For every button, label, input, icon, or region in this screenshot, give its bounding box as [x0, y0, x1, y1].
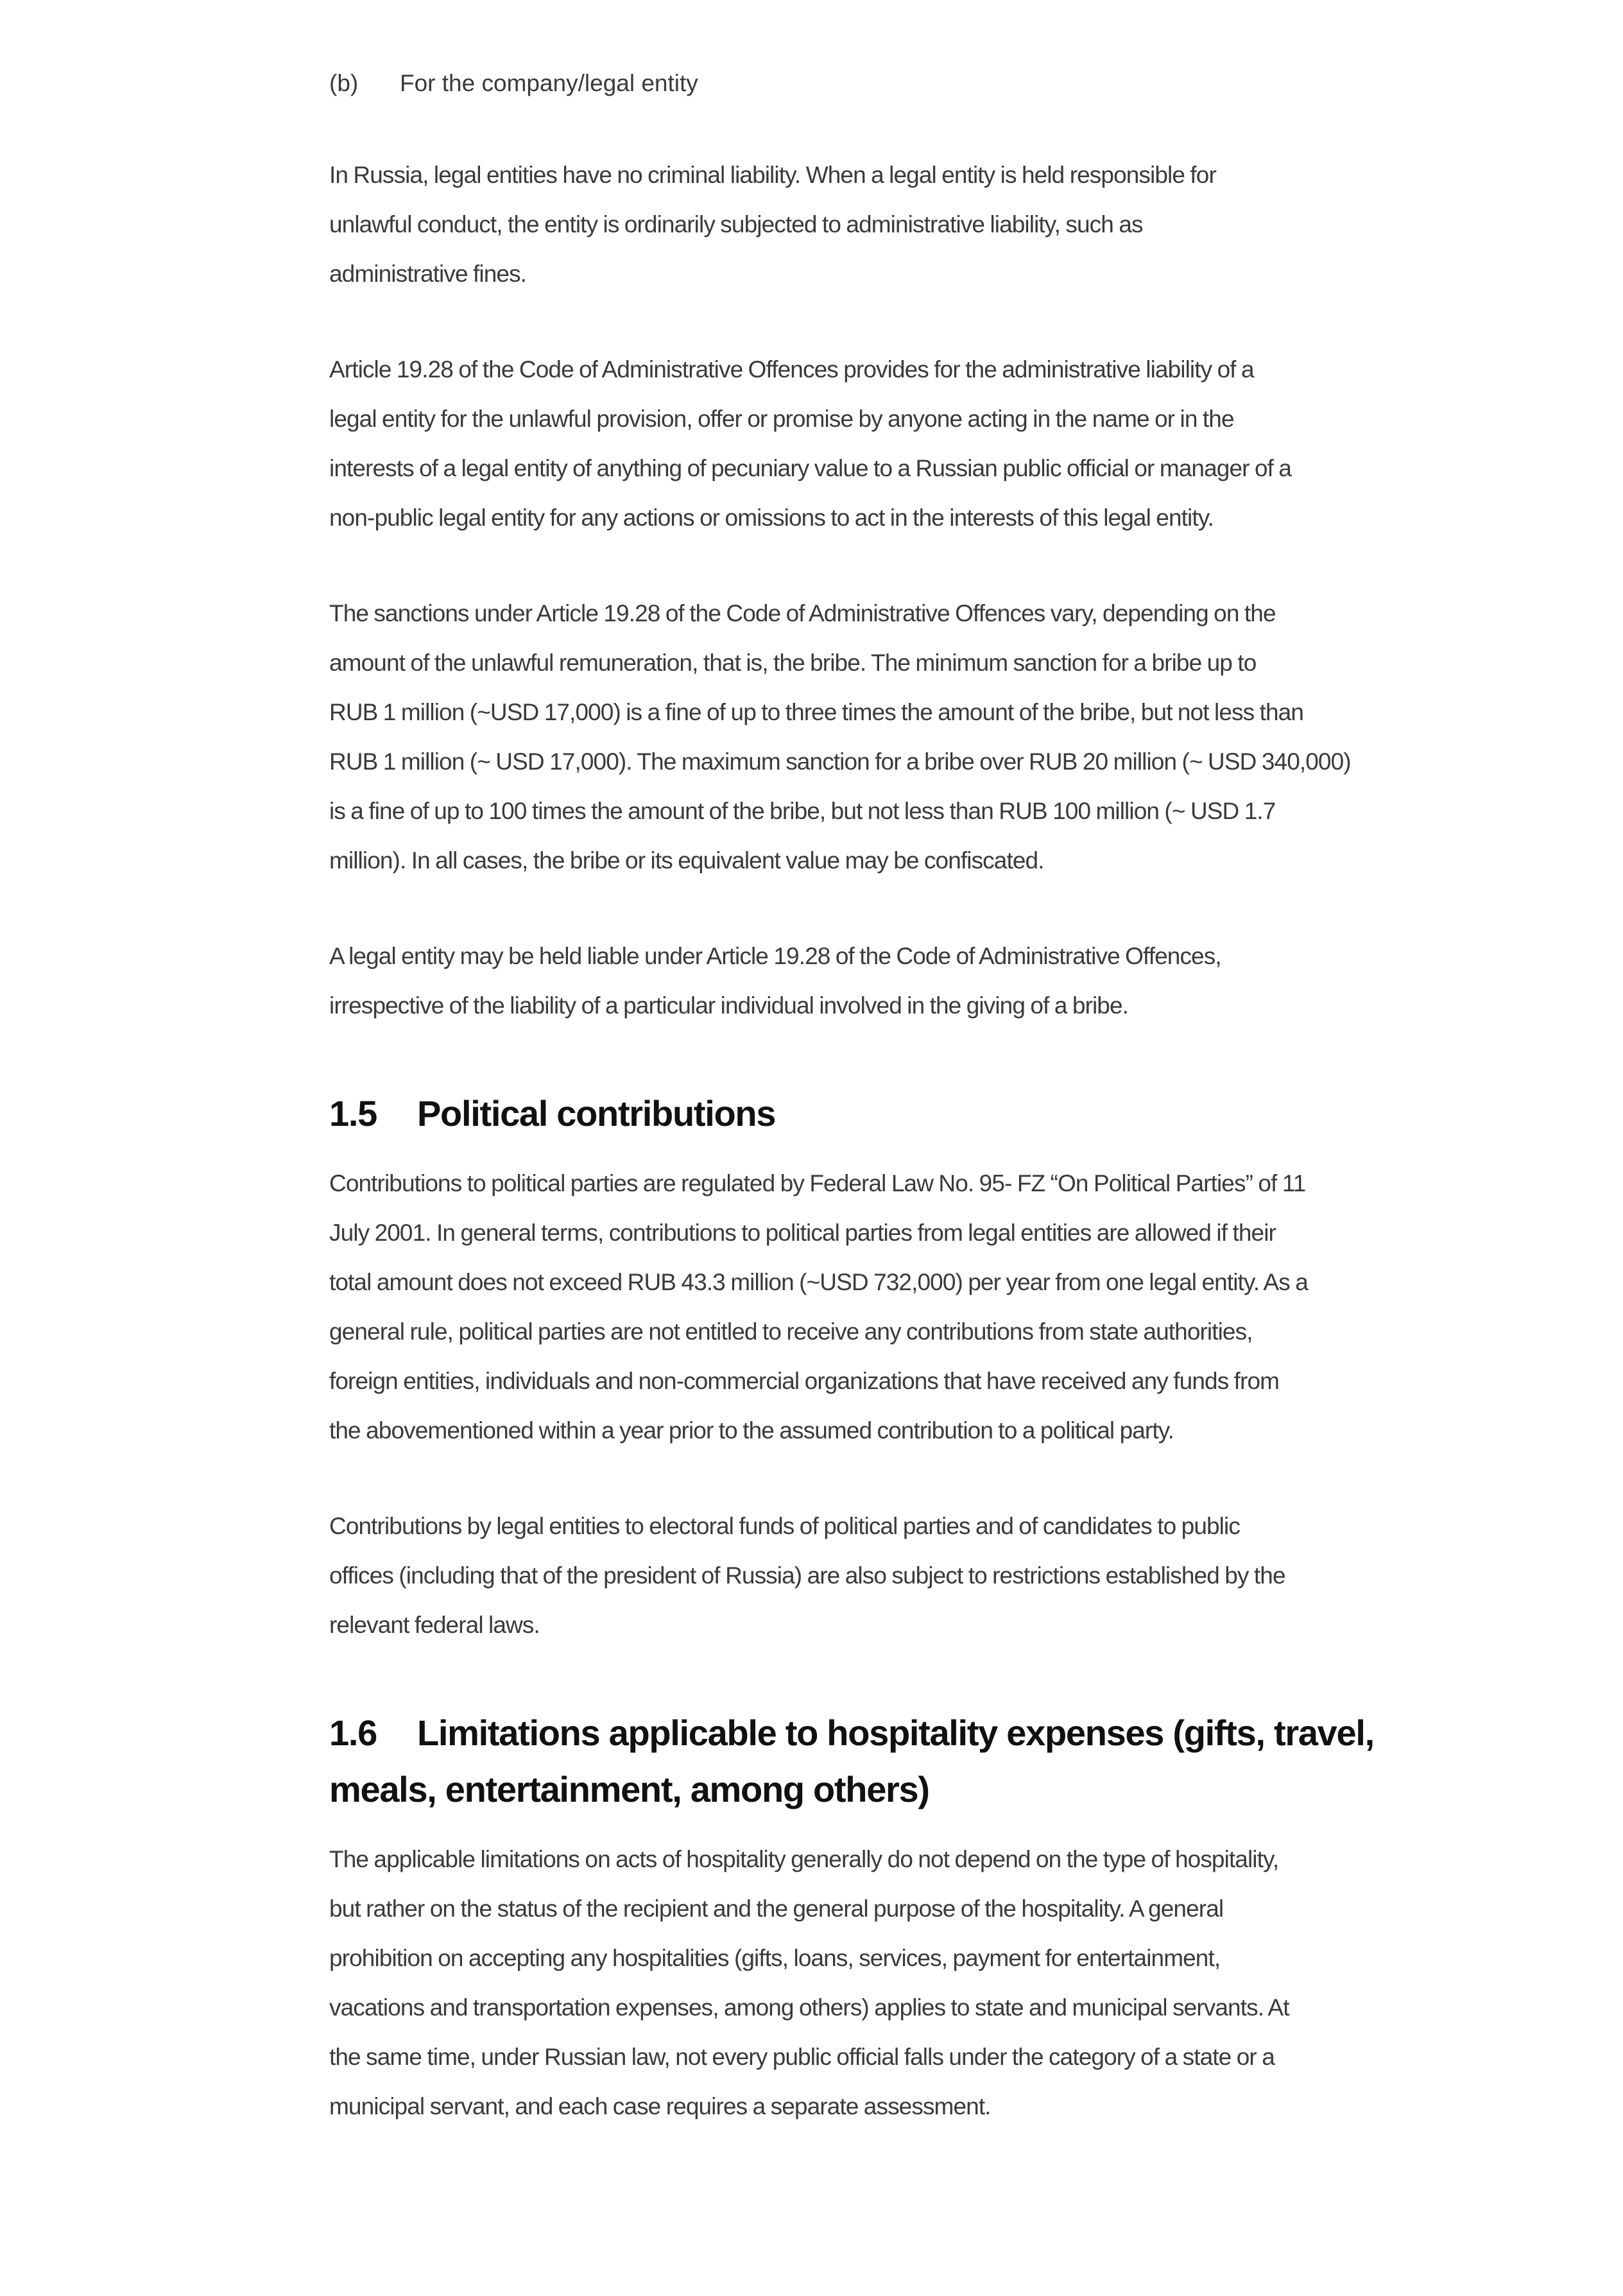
text-line: Article 19.28 of the Code of Administrative Offences provides for the administrative liability of a	[329, 356, 1254, 383]
text-line: Contributions by legal entities to electoral funds of political parties and of candidates to public	[329, 1513, 1240, 1539]
paragraph-article-19-28	[329, 345, 1305, 542]
section-title: Political contributions	[417, 1093, 776, 1134]
text-line: general rule, political parties are not entitled to receive any contributions from state authorities,	[329, 1318, 1253, 1345]
paragraph-legal-entity-liability	[329, 150, 1305, 298]
paragraph-liability-irrespective	[329, 931, 1305, 1030]
text-line: A legal entity may be held liable under Article 19.28 of the Code of Administrative Offences,	[329, 943, 1221, 969]
text-line: foreign entities, individuals and non-commercial organizations that have received any funds from	[329, 1368, 1280, 1394]
paragraph-hospitality	[329, 1834, 1305, 2131]
text-line: The applicable limitations on acts of hospitality generally do not depend on the type of hospitality,	[329, 1846, 1279, 1872]
text-line: total amount does not exceed RUB 43.3 million (~USD 732,000) per year from one legal entity. As a	[329, 1269, 1308, 1295]
text-line: non-public legal entity for any actions or omissions to act in the interests of this legal entity.	[329, 505, 1214, 531]
text-line: million). In all cases, the bribe or its equivalent value may be confiscated.	[329, 847, 1044, 874]
text-line: Contributions to political parties are regulated by Federal Law No. 95- FZ “On Political Parties” of 11	[329, 1170, 1306, 1196]
text-line: relevant federal laws.	[329, 1612, 540, 1638]
text-line: the abovementioned within a year prior to the assumed contribution to a political party.	[329, 1417, 1174, 1444]
text-line: administrative fines.	[329, 261, 527, 287]
text-line: offices (including that of the president of Russia) are also subject to restrictions established by the	[329, 1562, 1285, 1589]
text-line: RUB 1 million (~ USD 17,000). The maximum sanction for a bribe over RUB 20 million (~ USD 340,000)	[329, 748, 1351, 775]
text-line: irrespective of the liability of a particular individual involved in the giving of a bribe.	[329, 992, 1129, 1019]
text-line: RUB 1 million (~USD 17,000) is a fine of up to three times the amount of the bribe, but not less than	[329, 699, 1303, 725]
text-line: amount of the unlawful remuneration, that is, the bribe. The minimum sanction for a bribe up to	[329, 650, 1257, 676]
subsection-marker: (b)	[329, 70, 359, 96]
paragraph-political-parties-law	[329, 1159, 1308, 1455]
section-heading-hospitality-limitations	[329, 1705, 1374, 1818]
paragraph-electoral-funds	[329, 1501, 1305, 1650]
text-line: legal entity for the unlawful provision, offer or promise by anyone acting in the name or in the	[329, 406, 1234, 432]
section-number: 1.5	[329, 1093, 377, 1134]
text-line: July 2001. In general terms, contributions to political parties from legal entities are allowed if their	[329, 1220, 1276, 1246]
text-line: is a fine of up to 100 times the amount of the bribe, but not less than RUB 100 million (~ USD 1.7	[329, 798, 1276, 824]
text-line: In Russia, legal entities have no criminal liability. When a legal entity is held responsible for	[329, 162, 1216, 188]
text-line: but rather on the status of the recipient and the general purpose of the hospitality. A general	[329, 1895, 1224, 1922]
text-line: vacations and transportation expenses, among others) applies to state and municipal servants. At	[329, 1994, 1289, 2021]
text-line: municipal servant, and each case requires a separate assessment.	[329, 2093, 991, 2119]
text-line: interests of a legal entity of anything of pecuniary value to a Russian public official or manager of a	[329, 455, 1292, 481]
text-line: the same time, under Russian law, not every public official falls under the category of a state or a	[329, 2044, 1275, 2070]
section-title-line-2: meals, entertainment, among others)	[329, 1769, 929, 1809]
section-title-line-1: Limitations applicable to hospitality expenses (gifts, travel,	[417, 1713, 1374, 1753]
section-heading-political-contributions	[329, 1085, 1305, 1142]
section-number: 1.6	[329, 1713, 377, 1753]
paragraph-sanctions	[329, 589, 1351, 885]
text-line: The sanctions under Article 19.28 of the Code of Administrative Offences vary, depending on the	[329, 600, 1276, 626]
text-line: unlawful conduct, the entity is ordinarily subjected to administrative liability, such as	[329, 211, 1143, 237]
subsection-heading	[329, 59, 1305, 108]
subsection-title: For the company/legal entity	[400, 70, 698, 96]
document-page	[329, 59, 1374, 2131]
text-line: prohibition on accepting any hospitalities (gifts, loans, services, payment for entertainment,	[329, 1945, 1221, 1971]
